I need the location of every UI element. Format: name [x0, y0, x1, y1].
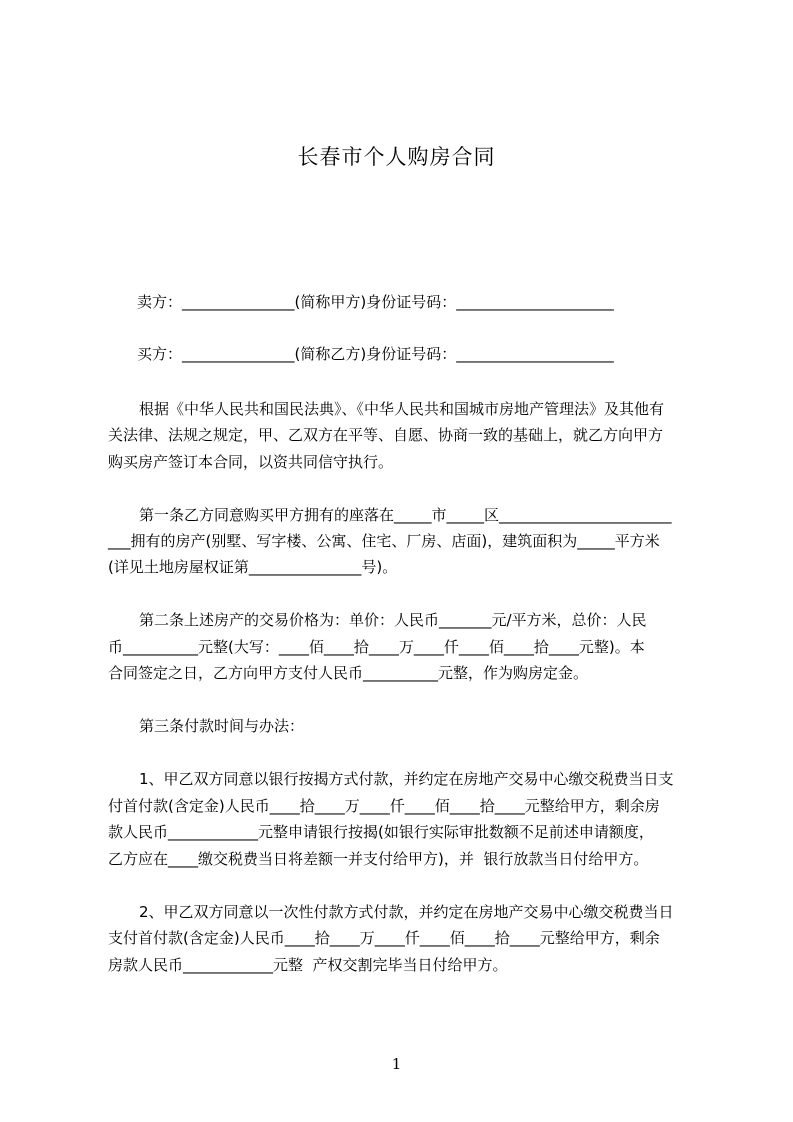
- preamble-line-2: 关法律、法规之规定，甲、乙双方在平等、自愿、协商一致的基础上，就乙方向甲方: [108, 426, 664, 444]
- article2-line-2: 币__________元整(大写：____佰____拾____万____仟____佰____拾____元整)。本: [108, 638, 645, 656]
- article1-line-1: 第一条乙方同意购买甲方拥有的座落在_____市_____区_______________________: [139, 506, 672, 524]
- clause1-line-4: 乙方应在____缴交税费当日将差额一并支付给甲方)，并 银行放款当日付给甲方。: [108, 850, 649, 868]
- article1-line-2: ___拥有的房产(别墅、写字楼、公寓、住宅、厂房、店面)，建筑面积为_____平方米: [108, 532, 660, 550]
- buyer-line: 买方：_______________(简称乙方)身份证号码：_____________________: [137, 345, 614, 363]
- document-title: 长春市个人购房合同: [297, 145, 496, 169]
- preamble-line-1: 根据《中华人民共和国民法典》、《中华人民共和国城市房地产管理法》及其他有: [139, 400, 665, 418]
- article1-line-3: (详见土地房屋权证第_______________号)。: [108, 558, 398, 576]
- article2-line-3: 合同签定之日，乙方向甲方支付人民币__________元整，作为购房定金。: [108, 664, 589, 682]
- clause2-line-3: 房款人民币____________元整 产权交割完毕当日付给甲方。: [108, 956, 508, 974]
- clause1-line-2: 付首付款(含定金)人民币____拾____万____仟____佰____拾____元整给甲方，剩余房: [108, 797, 660, 815]
- clause2-line-1: 2、甲乙双方同意以一次性付款方式付款，并约定在房地产交易中心缴交税费当日: [139, 903, 674, 921]
- preamble-line-3: 购买房产签订本合同，以资共同信守执行。: [108, 453, 394, 471]
- clause1-line-1: 1、甲乙双方同意以银行按揭方式付款，并约定在房地产交易中心缴交税费当日支: [139, 770, 674, 788]
- clause1-line-3: 款人民币____________元整申请银行按揭(如银行实际审批数额不足前述申请额度，: [108, 823, 654, 841]
- article2-line-1: 第二条上述房产的交易价格为：单价：人民币_______元/平方米，总价：人民: [139, 611, 647, 629]
- page-number: 1: [391, 1055, 402, 1073]
- article3-heading: 第三条付款时间与办法：: [139, 717, 305, 735]
- clause2-line-2: 支付首付款(含定金)人民币____拾____万____仟____佰____拾____元整给甲方，剩余: [108, 929, 660, 947]
- seller-line: 卖方：_______________(简称甲方)身份证号码：_____________________: [137, 293, 614, 311]
